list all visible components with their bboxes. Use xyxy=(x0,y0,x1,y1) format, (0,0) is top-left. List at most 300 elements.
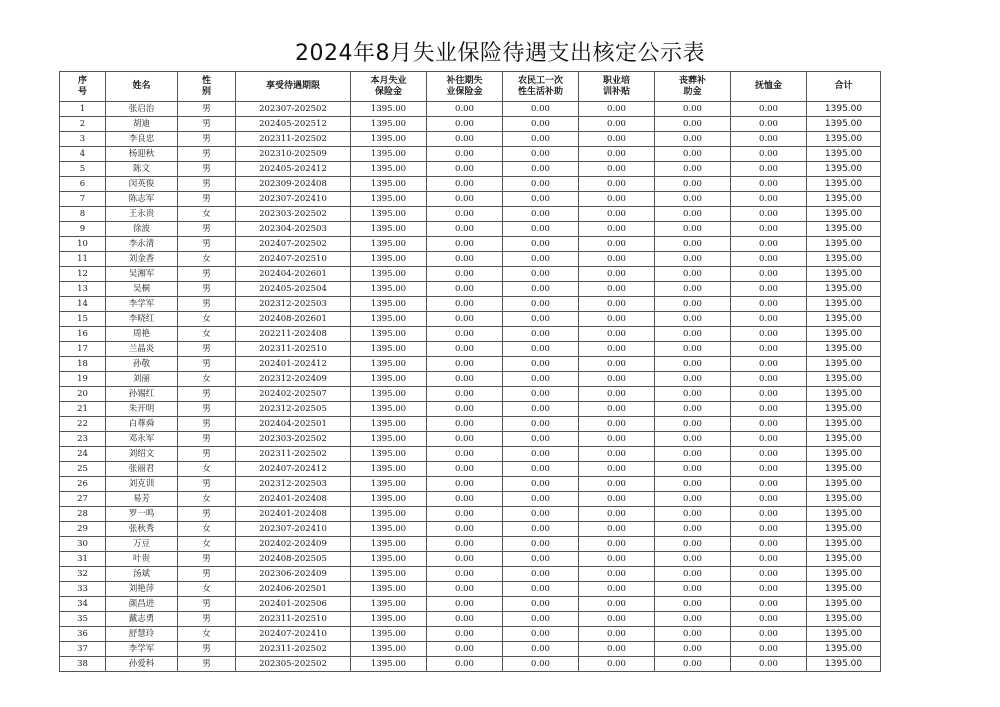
cell-gender: 男 xyxy=(178,117,236,132)
cell-gender: 男 xyxy=(178,177,236,192)
table-row xyxy=(60,612,881,627)
cell-training-subsidy: 0.00 xyxy=(579,402,655,417)
cell-training-subsidy: 0.00 xyxy=(579,162,655,177)
cell-period: 202311-202502 xyxy=(236,642,351,657)
cell-funeral-subsidy: 0.00 xyxy=(655,372,731,387)
cell-total: 1395.00 xyxy=(807,432,881,447)
cell-period: 202408-202601 xyxy=(236,312,351,327)
cell-period: 202309-202408 xyxy=(236,177,351,192)
cell-seq: 30 xyxy=(60,537,106,552)
cell-monthly-benefit: 1395.00 xyxy=(351,207,427,222)
cell-monthly-benefit: 1395.00 xyxy=(351,237,427,252)
cell-gender: 男 xyxy=(178,132,236,147)
cell-name: 罗一鸣 xyxy=(106,507,178,522)
cell-monthly-benefit: 1395.00 xyxy=(351,597,427,612)
cell-pension: 0.00 xyxy=(731,657,807,672)
cell-monthly-benefit: 1395.00 xyxy=(351,447,427,462)
cell-gender: 女 xyxy=(178,522,236,537)
cell-gender: 男 xyxy=(178,222,236,237)
cell-period: 202405-202512 xyxy=(236,117,351,132)
cell-name: 孙锡红 xyxy=(106,387,178,402)
cell-funeral-subsidy: 0.00 xyxy=(655,132,731,147)
cell-funeral-subsidy: 0.00 xyxy=(655,297,731,312)
table-row xyxy=(60,582,881,597)
cell-seq: 38 xyxy=(60,657,106,672)
cell-migrant-subsidy: 0.00 xyxy=(503,402,579,417)
cell-backpay-benefit: 0.00 xyxy=(427,597,503,612)
table-row xyxy=(60,237,881,252)
cell-funeral-subsidy: 0.00 xyxy=(655,552,731,567)
cell-period: 202407-202410 xyxy=(236,627,351,642)
cell-training-subsidy: 0.00 xyxy=(579,642,655,657)
cell-funeral-subsidy: 0.00 xyxy=(655,357,731,372)
cell-migrant-subsidy: 0.00 xyxy=(503,312,579,327)
cell-total: 1395.00 xyxy=(807,282,881,297)
cell-migrant-subsidy: 0.00 xyxy=(503,132,579,147)
cell-total: 1395.00 xyxy=(807,357,881,372)
cell-gender: 男 xyxy=(178,237,236,252)
cell-pension: 0.00 xyxy=(731,147,807,162)
cell-pension: 0.00 xyxy=(731,102,807,117)
cell-monthly-benefit: 1395.00 xyxy=(351,117,427,132)
cell-funeral-subsidy: 0.00 xyxy=(655,162,731,177)
cell-pension: 0.00 xyxy=(731,612,807,627)
cell-backpay-benefit: 0.00 xyxy=(427,612,503,627)
cell-monthly-benefit: 1395.00 xyxy=(351,387,427,402)
cell-gender: 男 xyxy=(178,267,236,282)
cell-seq: 32 xyxy=(60,567,106,582)
column-header-backpay-benefit: 补往期失 业保险金 xyxy=(427,72,503,102)
cell-backpay-benefit: 0.00 xyxy=(427,507,503,522)
column-header-period: 享受待遇期限 xyxy=(236,72,351,102)
cell-backpay-benefit: 0.00 xyxy=(427,192,503,207)
cell-name: 闵英俊 xyxy=(106,177,178,192)
cell-monthly-benefit: 1395.00 xyxy=(351,102,427,117)
cell-funeral-subsidy: 0.00 xyxy=(655,252,731,267)
cell-gender: 男 xyxy=(178,612,236,627)
cell-name: 邓永军 xyxy=(106,432,178,447)
cell-funeral-subsidy: 0.00 xyxy=(655,327,731,342)
cell-funeral-subsidy: 0.00 xyxy=(655,147,731,162)
cell-monthly-benefit: 1395.00 xyxy=(351,252,427,267)
cell-migrant-subsidy: 0.00 xyxy=(503,597,579,612)
cell-total: 1395.00 xyxy=(807,597,881,612)
table-row xyxy=(60,552,881,567)
cell-gender: 女 xyxy=(178,372,236,387)
cell-training-subsidy: 0.00 xyxy=(579,612,655,627)
cell-pension: 0.00 xyxy=(731,582,807,597)
cell-backpay-benefit: 0.00 xyxy=(427,432,503,447)
cell-total: 1395.00 xyxy=(807,402,881,417)
cell-training-subsidy: 0.00 xyxy=(579,147,655,162)
cell-gender: 男 xyxy=(178,357,236,372)
cell-pension: 0.00 xyxy=(731,477,807,492)
cell-name: 陈文 xyxy=(106,162,178,177)
table-body xyxy=(60,102,881,672)
cell-pension: 0.00 xyxy=(731,207,807,222)
cell-name: 白尊舜 xyxy=(106,417,178,432)
cell-monthly-benefit: 1395.00 xyxy=(351,147,427,162)
cell-monthly-benefit: 1395.00 xyxy=(351,327,427,342)
cell-funeral-subsidy: 0.00 xyxy=(655,282,731,297)
cell-funeral-subsidy: 0.00 xyxy=(655,342,731,357)
cell-funeral-subsidy: 0.00 xyxy=(655,117,731,132)
cell-gender: 女 xyxy=(178,312,236,327)
cell-total: 1395.00 xyxy=(807,417,881,432)
cell-total: 1395.00 xyxy=(807,522,881,537)
table-row xyxy=(60,402,881,417)
table-row xyxy=(60,267,881,282)
cell-seq: 34 xyxy=(60,597,106,612)
cell-pension: 0.00 xyxy=(731,177,807,192)
cell-backpay-benefit: 0.00 xyxy=(427,627,503,642)
cell-period: 202307-202502 xyxy=(236,102,351,117)
cell-migrant-subsidy: 0.00 xyxy=(503,627,579,642)
cell-seq: 29 xyxy=(60,522,106,537)
cell-backpay-benefit: 0.00 xyxy=(427,642,503,657)
cell-migrant-subsidy: 0.00 xyxy=(503,357,579,372)
cell-migrant-subsidy: 0.00 xyxy=(503,417,579,432)
cell-gender: 男 xyxy=(178,447,236,462)
cell-name: 胡迪 xyxy=(106,117,178,132)
cell-seq: 18 xyxy=(60,357,106,372)
cell-seq: 36 xyxy=(60,627,106,642)
table-row xyxy=(60,492,881,507)
cell-total: 1395.00 xyxy=(807,552,881,567)
cell-pension: 0.00 xyxy=(731,117,807,132)
cell-migrant-subsidy: 0.00 xyxy=(503,372,579,387)
cell-training-subsidy: 0.00 xyxy=(579,462,655,477)
cell-migrant-subsidy: 0.00 xyxy=(503,267,579,282)
cell-seq: 20 xyxy=(60,387,106,402)
disbursement-table xyxy=(59,71,881,672)
cell-backpay-benefit: 0.00 xyxy=(427,462,503,477)
cell-seq: 16 xyxy=(60,327,106,342)
header-row xyxy=(60,72,881,102)
table-row xyxy=(60,282,881,297)
cell-backpay-benefit: 0.00 xyxy=(427,177,503,192)
cell-funeral-subsidy: 0.00 xyxy=(655,657,731,672)
cell-seq: 13 xyxy=(60,282,106,297)
cell-seq: 15 xyxy=(60,312,106,327)
cell-funeral-subsidy: 0.00 xyxy=(655,537,731,552)
cell-gender: 男 xyxy=(178,567,236,582)
cell-period: 202312-202503 xyxy=(236,297,351,312)
cell-name: 李晓红 xyxy=(106,312,178,327)
cell-funeral-subsidy: 0.00 xyxy=(655,627,731,642)
cell-pension: 0.00 xyxy=(731,237,807,252)
cell-training-subsidy: 0.00 xyxy=(579,627,655,642)
table-row xyxy=(60,567,881,582)
cell-seq: 9 xyxy=(60,222,106,237)
cell-total: 1395.00 xyxy=(807,627,881,642)
cell-gender: 女 xyxy=(178,327,236,342)
cell-backpay-benefit: 0.00 xyxy=(427,297,503,312)
cell-total: 1395.00 xyxy=(807,387,881,402)
cell-migrant-subsidy: 0.00 xyxy=(503,237,579,252)
cell-training-subsidy: 0.00 xyxy=(579,417,655,432)
column-header-seq: 序 号 xyxy=(60,72,106,102)
cell-training-subsidy: 0.00 xyxy=(579,507,655,522)
cell-period: 202211-202408 xyxy=(236,327,351,342)
cell-seq: 26 xyxy=(60,477,106,492)
cell-gender: 男 xyxy=(178,432,236,447)
cell-name: 刘绍文 xyxy=(106,447,178,462)
cell-monthly-benefit: 1395.00 xyxy=(351,162,427,177)
cell-seq: 23 xyxy=(60,432,106,447)
cell-name: 孙爱科 xyxy=(106,657,178,672)
column-header-monthly-benefit: 本月失业 保险金 xyxy=(351,72,427,102)
cell-period: 202402-202409 xyxy=(236,537,351,552)
cell-backpay-benefit: 0.00 xyxy=(427,657,503,672)
cell-backpay-benefit: 0.00 xyxy=(427,312,503,327)
cell-backpay-benefit: 0.00 xyxy=(427,447,503,462)
cell-backpay-benefit: 0.00 xyxy=(427,102,503,117)
cell-gender: 男 xyxy=(178,477,236,492)
table-row xyxy=(60,312,881,327)
cell-name: 刘克训 xyxy=(106,477,178,492)
cell-monthly-benefit: 1395.00 xyxy=(351,222,427,237)
cell-migrant-subsidy: 0.00 xyxy=(503,447,579,462)
cell-name: 吴桐 xyxy=(106,282,178,297)
cell-funeral-subsidy: 0.00 xyxy=(655,267,731,282)
cell-monthly-benefit: 1395.00 xyxy=(351,552,427,567)
cell-gender: 男 xyxy=(178,387,236,402)
cell-training-subsidy: 0.00 xyxy=(579,117,655,132)
cell-period: 202303-202502 xyxy=(236,207,351,222)
cell-backpay-benefit: 0.00 xyxy=(427,282,503,297)
table-row xyxy=(60,372,881,387)
cell-training-subsidy: 0.00 xyxy=(579,537,655,552)
cell-gender: 男 xyxy=(178,402,236,417)
cell-pension: 0.00 xyxy=(731,492,807,507)
cell-migrant-subsidy: 0.00 xyxy=(503,477,579,492)
cell-period: 202307-202410 xyxy=(236,192,351,207)
cell-training-subsidy: 0.00 xyxy=(579,282,655,297)
cell-funeral-subsidy: 0.00 xyxy=(655,432,731,447)
cell-funeral-subsidy: 0.00 xyxy=(655,417,731,432)
cell-pension: 0.00 xyxy=(731,627,807,642)
cell-migrant-subsidy: 0.00 xyxy=(503,282,579,297)
cell-migrant-subsidy: 0.00 xyxy=(503,462,579,477)
cell-backpay-benefit: 0.00 xyxy=(427,207,503,222)
cell-pension: 0.00 xyxy=(731,162,807,177)
cell-backpay-benefit: 0.00 xyxy=(427,537,503,552)
cell-period: 202402-202507 xyxy=(236,387,351,402)
cell-seq: 21 xyxy=(60,402,106,417)
cell-name: 李良忠 xyxy=(106,132,178,147)
cell-seq: 35 xyxy=(60,612,106,627)
cell-name: 兰晶炎 xyxy=(106,342,178,357)
cell-total: 1395.00 xyxy=(807,222,881,237)
cell-period: 202305-202502 xyxy=(236,657,351,672)
cell-training-subsidy: 0.00 xyxy=(579,102,655,117)
page-title: 2024年8月失业保险待遇支出核定公示表 xyxy=(295,41,705,66)
cell-total: 1395.00 xyxy=(807,477,881,492)
cell-name: 李学军 xyxy=(106,642,178,657)
cell-migrant-subsidy: 0.00 xyxy=(503,432,579,447)
cell-total: 1395.00 xyxy=(807,462,881,477)
cell-funeral-subsidy: 0.00 xyxy=(655,402,731,417)
cell-monthly-benefit: 1395.00 xyxy=(351,477,427,492)
cell-monthly-benefit: 1395.00 xyxy=(351,507,427,522)
table-row xyxy=(60,327,881,342)
cell-gender: 男 xyxy=(178,147,236,162)
cell-period: 202401-202408 xyxy=(236,507,351,522)
cell-backpay-benefit: 0.00 xyxy=(427,237,503,252)
cell-period: 202311-202510 xyxy=(236,612,351,627)
cell-period: 202306-202409 xyxy=(236,567,351,582)
cell-funeral-subsidy: 0.00 xyxy=(655,567,731,582)
cell-training-subsidy: 0.00 xyxy=(579,237,655,252)
cell-name: 陈志军 xyxy=(106,192,178,207)
cell-migrant-subsidy: 0.00 xyxy=(503,117,579,132)
cell-training-subsidy: 0.00 xyxy=(579,342,655,357)
cell-period: 202404-202601 xyxy=(236,267,351,282)
cell-funeral-subsidy: 0.00 xyxy=(655,102,731,117)
cell-training-subsidy: 0.00 xyxy=(579,372,655,387)
cell-monthly-benefit: 1395.00 xyxy=(351,417,427,432)
cell-name: 吴湘军 xyxy=(106,267,178,282)
cell-migrant-subsidy: 0.00 xyxy=(503,177,579,192)
cell-monthly-benefit: 1395.00 xyxy=(351,177,427,192)
cell-migrant-subsidy: 0.00 xyxy=(503,297,579,312)
cell-funeral-subsidy: 0.00 xyxy=(655,507,731,522)
cell-total: 1395.00 xyxy=(807,657,881,672)
cell-gender: 女 xyxy=(178,252,236,267)
column-header-funeral-subsidy: 丧葬补 助金 xyxy=(655,72,731,102)
cell-name: 颜昌进 xyxy=(106,597,178,612)
cell-pension: 0.00 xyxy=(731,342,807,357)
column-header-training-subsidy: 职业培 训补贴 xyxy=(579,72,655,102)
cell-period: 202404-202501 xyxy=(236,417,351,432)
cell-gender: 男 xyxy=(178,162,236,177)
cell-period: 202401-202506 xyxy=(236,597,351,612)
cell-monthly-benefit: 1395.00 xyxy=(351,402,427,417)
cell-pension: 0.00 xyxy=(731,192,807,207)
table-row xyxy=(60,447,881,462)
cell-pension: 0.00 xyxy=(731,597,807,612)
cell-monthly-benefit: 1395.00 xyxy=(351,627,427,642)
cell-migrant-subsidy: 0.00 xyxy=(503,552,579,567)
cell-name: 万豆 xyxy=(106,537,178,552)
table-row xyxy=(60,537,881,552)
cell-seq: 2 xyxy=(60,117,106,132)
table-row xyxy=(60,417,881,432)
cell-pension: 0.00 xyxy=(731,222,807,237)
cell-seq: 8 xyxy=(60,207,106,222)
cell-backpay-benefit: 0.00 xyxy=(427,357,503,372)
cell-total: 1395.00 xyxy=(807,342,881,357)
table-row xyxy=(60,117,881,132)
cell-pension: 0.00 xyxy=(731,402,807,417)
cell-funeral-subsidy: 0.00 xyxy=(655,522,731,537)
cell-seq: 28 xyxy=(60,507,106,522)
cell-backpay-benefit: 0.00 xyxy=(427,267,503,282)
cell-backpay-benefit: 0.00 xyxy=(427,252,503,267)
cell-migrant-subsidy: 0.00 xyxy=(503,612,579,627)
cell-total: 1395.00 xyxy=(807,297,881,312)
cell-pension: 0.00 xyxy=(731,507,807,522)
cell-backpay-benefit: 0.00 xyxy=(427,522,503,537)
cell-name: 徐波 xyxy=(106,222,178,237)
cell-migrant-subsidy: 0.00 xyxy=(503,492,579,507)
cell-monthly-benefit: 1395.00 xyxy=(351,582,427,597)
cell-training-subsidy: 0.00 xyxy=(579,657,655,672)
cell-gender: 女 xyxy=(178,492,236,507)
cell-backpay-benefit: 0.00 xyxy=(427,477,503,492)
cell-funeral-subsidy: 0.00 xyxy=(655,597,731,612)
cell-migrant-subsidy: 0.00 xyxy=(503,192,579,207)
cell-period: 202407-202412 xyxy=(236,462,351,477)
cell-training-subsidy: 0.00 xyxy=(579,132,655,147)
cell-period: 202311-202502 xyxy=(236,447,351,462)
cell-gender: 男 xyxy=(178,282,236,297)
cell-pension: 0.00 xyxy=(731,537,807,552)
cell-monthly-benefit: 1395.00 xyxy=(351,372,427,387)
cell-backpay-benefit: 0.00 xyxy=(427,492,503,507)
cell-backpay-benefit: 0.00 xyxy=(427,417,503,432)
cell-migrant-subsidy: 0.00 xyxy=(503,642,579,657)
cell-gender: 男 xyxy=(178,342,236,357)
cell-total: 1395.00 xyxy=(807,252,881,267)
cell-name: 周艳 xyxy=(106,327,178,342)
table-row xyxy=(60,297,881,312)
cell-total: 1395.00 xyxy=(807,267,881,282)
cell-seq: 31 xyxy=(60,552,106,567)
table-row xyxy=(60,222,881,237)
cell-training-subsidy: 0.00 xyxy=(579,297,655,312)
cell-name: 张秋秀 xyxy=(106,522,178,537)
cell-name: 刘金香 xyxy=(106,252,178,267)
cell-pension: 0.00 xyxy=(731,417,807,432)
table-row xyxy=(60,657,881,672)
cell-funeral-subsidy: 0.00 xyxy=(655,612,731,627)
table-row xyxy=(60,477,881,492)
cell-funeral-subsidy: 0.00 xyxy=(655,447,731,462)
cell-seq: 4 xyxy=(60,147,106,162)
cell-pension: 0.00 xyxy=(731,357,807,372)
table-row xyxy=(60,252,881,267)
cell-pension: 0.00 xyxy=(731,267,807,282)
cell-seq: 14 xyxy=(60,297,106,312)
table-row xyxy=(60,462,881,477)
cell-seq: 19 xyxy=(60,372,106,387)
cell-seq: 37 xyxy=(60,642,106,657)
cell-training-subsidy: 0.00 xyxy=(579,597,655,612)
cell-period: 202303-202502 xyxy=(236,432,351,447)
cell-gender: 男 xyxy=(178,597,236,612)
cell-name: 杨迎秋 xyxy=(106,147,178,162)
cell-seq: 17 xyxy=(60,342,106,357)
cell-total: 1395.00 xyxy=(807,237,881,252)
cell-migrant-subsidy: 0.00 xyxy=(503,162,579,177)
cell-total: 1395.00 xyxy=(807,132,881,147)
cell-pension: 0.00 xyxy=(731,312,807,327)
cell-pension: 0.00 xyxy=(731,462,807,477)
cell-name: 孙敬 xyxy=(106,357,178,372)
cell-monthly-benefit: 1395.00 xyxy=(351,657,427,672)
table-row xyxy=(60,357,881,372)
column-header-migrant-subsidy: 农民工一次 性生活补助 xyxy=(503,72,579,102)
cell-total: 1395.00 xyxy=(807,612,881,627)
cell-backpay-benefit: 0.00 xyxy=(427,342,503,357)
cell-backpay-benefit: 0.00 xyxy=(427,132,503,147)
cell-name: 张丽君 xyxy=(106,462,178,477)
cell-period: 202311-202510 xyxy=(236,342,351,357)
cell-pension: 0.00 xyxy=(731,567,807,582)
cell-funeral-subsidy: 0.00 xyxy=(655,237,731,252)
